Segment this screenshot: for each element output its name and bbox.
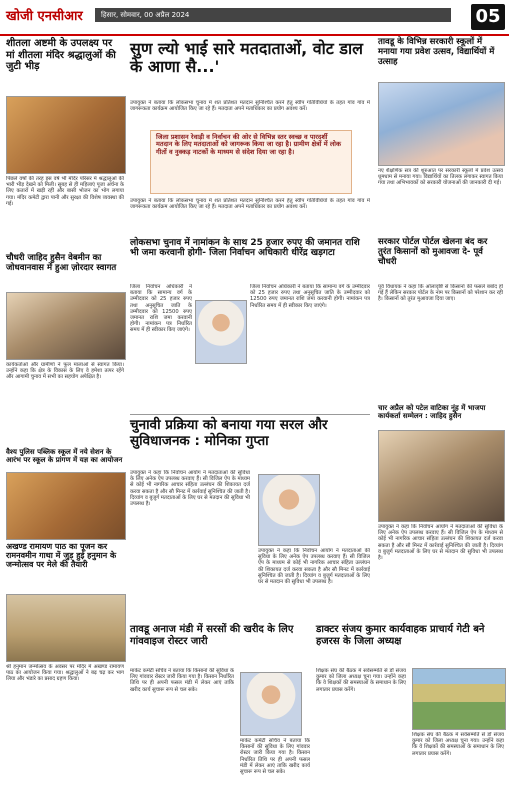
right3-body: उपायुक्त ने कहा कि निर्वाचन आयोग ने मतदाताओं की सुविधा के लिए अनेक ऐप उपलब्ध करवाए हैं। सी विजिल ऐप के माध्यम से कोई भी नागरिक आचार संहिता उल्लंघन की शिकायत दर्ज करवा सकता है और सौ मिनट में कार्रवाई सुनिश्चित की जाती है। दिव्यांग व बुजुर्ग मतदाताओं के लिए घर से मतदान की सुविधा भी उपलब्ध है।	[378, 524, 503, 562]
mid-headline: लोकसभा चुनाव में नामांकन के साथ 25 हजार रुपए की जमानत राशि भी जमा करवानी होगी- जिला निर्वाचन अधिकारी धीरेंद्र खड़गटा	[130, 238, 360, 259]
banner-body-col2: उपायुक्त ने कहा कि निर्वाचन आयोग ने मतदाताओं की सुविधा के लिए अनेक ऐप उपलब्ध करवाए हैं। सी विजिल ऐप के माध्यम से कोई भी नागरिक आचार संहिता उल्लंघन की शिकायत दर्ज करवा सकता है और सौ मिनट में कार्रवाई सुनिश्चित की जाती है। दिव्यांग व बुजुर्ग मतदाताओं के लिए घर से मतदान की सुविधा भी उपलब्ध है।	[258, 548, 370, 586]
banner-body: उपायुक्त ने कहा कि निर्वाचन आयोग ने मतदाताओं की सुविधा के लिए अनेक ऐप उपलब्ध करवाए हैं। सी विजिल ऐप के माध्यम से कोई भी नागरिक आचार संहिता उल्लंघन की शिकायत दर्ज करवा सकता है और सौ मिनट में कार्रवाई सुनिश्चित की जाती है। दिव्यांग व बुजुर्ग मतदाताओं के लिए घर से मतदान की सुविधा भी उपलब्ध है।	[130, 470, 250, 508]
mid-body: जिला निर्वाचन अधिकारी ने बताया कि सामान्य वर्ग के उम्मीदवार को 25 हजार रुपए तथा अनुसूचित जाति के उम्मीदवार को 12500 रुपए जमानत राशि जमा करवानी होगी। नामांकन पत्र निर्धारित समय में ही स्वीकार किए जाएंगे।	[130, 284, 192, 334]
b2-headline: डाक्टर संजय कुमार कार्यवाहक प्राचार्य गेटी बने हजरस के जिला अध्यक्ष	[316, 624, 485, 647]
lead-body: उपायुक्त ने बताया कि लोकसभा चुनाव में शत प्रतिशत मतदान सुनिश्चित करने हेतु स्वीप गतिविधियों के तहत गांव गांव में जागरूकता कार्यक्रम आयोजित किए जा रहे हैं। मतदाता अपने मताधिकार का प्रयोग अवश्य करें।	[130, 100, 370, 113]
s2-photo	[6, 292, 126, 360]
date-ribbon: हिसार, सोमवार, 00 अप्रैल 2024	[95, 8, 451, 22]
s4-body: श्री हनुमान जन्मोत्सव के अवसर पर मंदिर में अखण्ड रामायण पाठ का आयोजन किया गया। श्रद्धालुओं ने बढ़ चढ़ कर भाग लिया और भंडारे का प्रसाद ग्रहण किया।	[6, 664, 124, 683]
banner-headline: चुनावी प्रक्रिया को बनाया गया सरल और सुविधाजनक : मोनिका गुप्ता	[130, 417, 328, 449]
lead-headline: सुण ल्यो भाई सारे मतदाताओं, वोट डाल के आणा सै...'	[130, 39, 363, 77]
s4-photo	[6, 594, 126, 662]
s4-headline: अखण्ड रामायण पाठ का पूजन कर रामनवमीन गाथा में जुड़ हुई हनुमान के जन्मोत्सव पर मेले की तैयारी	[6, 542, 117, 570]
s3-photo	[6, 472, 126, 540]
right1-headline: तावडू के विभिन्न सरकारी स्कूलों में मनाया गया प्रवेश उत्सव, विद्यार्थियों में उत्साह	[378, 37, 495, 67]
lead-body-continued: उपायुक्त ने बताया कि लोकसभा चुनाव में शत प्रतिशत मतदान सुनिश्चित करने हेतु स्वीप गतिविधियों के तहत गांव गांव में जागरूकता कार्यक्रम आयोजित किए जा रहे हैं। मतदाता अपने मताधिकार का प्रयोग अवश्य करें।	[130, 198, 370, 211]
right3-headline: चार अप्रैल को पटेल वाटिका नूंह में भाजपा कार्यकर्ता सम्मेलन : जाहिद हुसैन	[378, 404, 486, 421]
b1-headline: तावडू अनाज मंडी में सरसों की खरीद के लिए गांववाइज रोस्टर जारी	[130, 624, 294, 647]
banner-photo	[258, 474, 320, 546]
b1-body-col2: मार्केट कमेटी सचिव ने बताया कि किसानों की सुविधा के लिए गांववार रोस्टर जारी किया गया है। किसान निर्धारित तिथि पर ही अपनी फसल मंडी में लेकर आएं ताकि खरीद कार्य सुचारू रूप से चल सके।	[240, 738, 310, 776]
banner-rule	[130, 414, 370, 415]
s2-body: कार्यकर्ताओं और ग्रामीणों ने फूल मालाओं से स्वागत किया। उन्होंने कहा कि क्षेत्र के विकास के लिए वे हमेशा तत्पर रहेंगे और आगामी चुनाव में सभी का सहयोग अपेक्षित है।	[6, 362, 124, 381]
page-number: 05	[471, 4, 505, 30]
s3-headline: वैश्य पुलिस पब्लिक स्कूल में नये सेशन के आरंभ पर स्कूल के प्रांगण में यज्ञ का आयोजन	[6, 448, 123, 465]
b1-photo	[240, 672, 302, 736]
s2-headline: चौधरी जाहिद हुसैन वेबमीन का जोधवानवास में हुआ ज़ोरदार स्वागत	[6, 253, 117, 273]
right1-body: नए शैक्षणिक सत्र की शुरुआत पर सरकारी स्कूलों में प्रवेश उत्सव धूमधाम से मनाया गया। विद्यार्थियों का तिलक लगाकर स्वागत किया गया तथा अभिभावकों को सरकारी योजनाओं की जानकारी दी गई।	[378, 168, 503, 187]
mid-body-col2: जिला निर्वाचन अधिकारी ने बताया कि सामान्य वर्ग के उम्मीदवार को 25 हजार रुपए तथा अनुसूचित जाति के उम्मीदवार को 12500 रुपए जमानत राशि जमा करवानी होगी। नामांकन पत्र निर्धारित समय में ही स्वीकार किए जाएंगे।	[250, 284, 370, 309]
right3-photo	[378, 430, 505, 522]
b2-body: शिक्षक संघ की बैठक में सर्वसम्मति से डॉ संजय कुमार को जिला अध्यक्ष चुना गया। उन्होंने कहा कि वे शिक्षकों की समस्याओं के समाधान के लिए लगातार प्रयास करेंगे।	[316, 668, 406, 693]
b2-body-col2: शिक्षक संघ की बैठक में सर्वसम्मति से डॉ संजय कुमार को जिला अध्यक्ष चुना गया। उन्होंने कहा कि वे शिक्षकों की समस्याओं के समाधान के लिए लगातार प्रयास करेंगे।	[412, 732, 504, 757]
right2-headline: सरकार पोर्टल पोर्टल खेलना बंद कर तुरंत किसानों को मुआवजा दे- पूर्व चौधरी	[378, 237, 488, 267]
brand-name: खोजी एनसीआर	[6, 9, 83, 24]
lead-highlight-text: जिला प्रशासन रेवाड़ी व निर्वाचन की ओर से विभिन्न स्तर स्वच्छ व पारदर्शी मतदान के लिए मतदाताओं को जागरूक किया जा रहा है। ग्रामीण क्षेत्रों में लोक गीतों व नुक्कड़ नाटकों के माध्यम से संदेश दिया जा रहा है।	[156, 133, 341, 156]
mid-photo	[195, 300, 247, 364]
b1-body: मार्केट कमेटी सचिव ने बताया कि किसानों की सुविधा के लिए गांववार रोस्टर जारी किया गया है। किसान निर्धारित तिथि पर ही अपनी फसल मंडी में लेकर आएं ताकि खरीद कार्य सुचारू रूप से चल सके।	[130, 668, 234, 693]
b2-photo	[412, 668, 506, 730]
right1-photo	[378, 82, 505, 166]
right2-body: पूर्व विधायक ने कहा कि ओलावृष्टि से किसानों की फसलें बर्बाद हो गई हैं लेकिन सरकार पोर्टल के नाम पर किसानों को परेशान कर रही है। किसानों को तुरंत मुआवजा दिया जाए।	[378, 284, 503, 303]
s1-photo	[6, 96, 126, 174]
s1-headline: शीतला अष्टमी के उपलक्ष्य पर मां शीतला मंदिर श्रद्धालुओं की जुटी भीड़	[6, 38, 116, 72]
s1-body: पिछले वर्षों की तरह इस वर्ष भी मंदिर परिसर में श्रद्धालुओं की भारी भीड़ देखने को मिली। सुबह से ही महिलाएं पूजा अर्चना के लिए कतारों में खड़ी रहीं और बासी भोजन का भोग लगाया गया। मंदिर कमेटी द्वारा पानी और सुरक्षा की विशेष व्यवस्था की गई।	[6, 176, 124, 207]
masthead	[0, 0, 509, 36]
